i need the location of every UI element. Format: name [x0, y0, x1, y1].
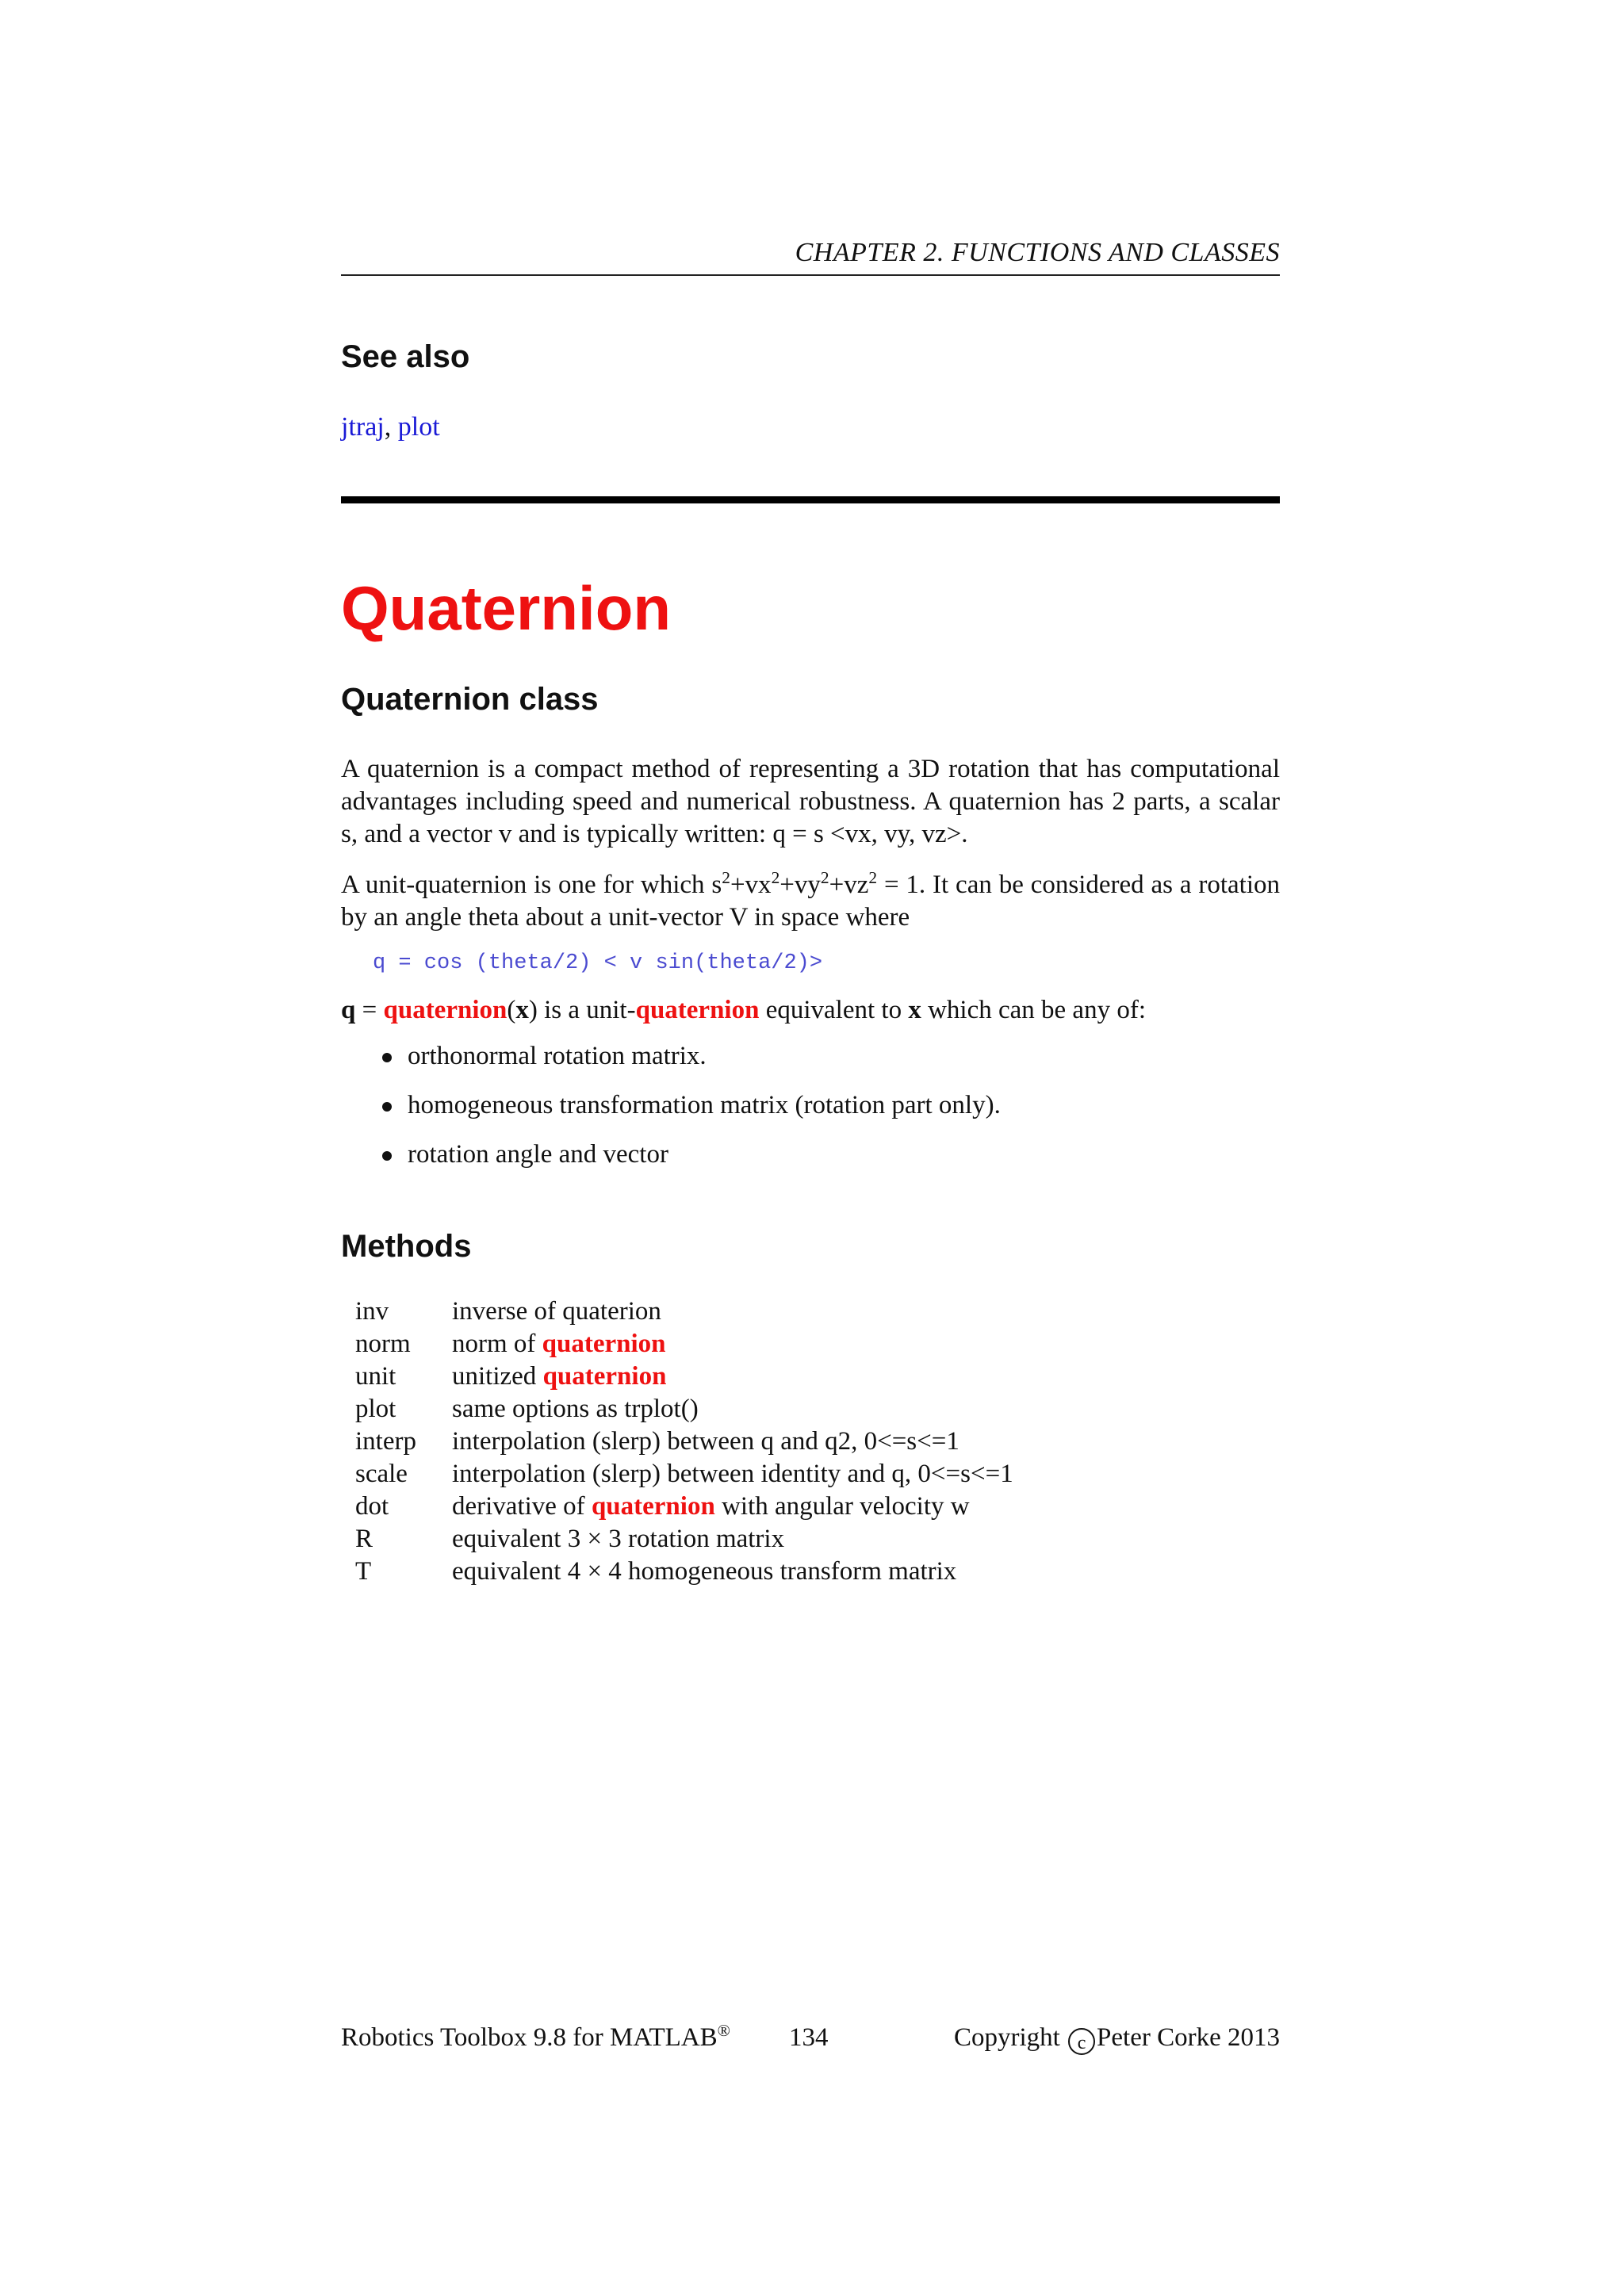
p3-eq: =: [355, 996, 384, 1024]
keyword-quaternion-fn: quaternion: [383, 996, 508, 1024]
keyword-quaternion: quaternion: [542, 1362, 667, 1391]
p2-text-e: = 1. It can be considered as a rotation by an angle theta about a unit-vector V in space where: [341, 871, 1280, 932]
code-example: q = cos (theta/2) < v sin(theta/2)>: [373, 951, 823, 975]
p3-end: which can be any of:: [921, 996, 1146, 1024]
method-desc: interpolation (slerp) between q and q2, 0<=s<=1: [452, 1427, 959, 1456]
list-item: rotation angle and vector: [341, 1138, 1001, 1188]
bullet-icon: [382, 1102, 392, 1112]
method-row-norm: [355, 1328, 1013, 1360]
list-item: orthonormal rotation matrix.: [341, 1040, 1001, 1089]
page-number: 134: [789, 2023, 829, 2052]
copyright-icon: c: [1068, 2028, 1095, 2055]
var-x: x: [515, 996, 529, 1024]
method-name: interp: [355, 1427, 416, 1456]
bullet-icon: [382, 1151, 392, 1161]
intro-paragraph: A quaternion is a compact method of representing a 3D rotation that has computational advantages including speed and numerical robustness. A quaternion has 2 parts, a scalar s, and a vector v and is typically written: q = s <vx, vy, vz>.: [341, 755, 1280, 848]
p2-text-a: A unit-quaternion is one for which s: [341, 871, 722, 899]
link-separator: ,: [384, 412, 398, 442]
p3-open: (: [507, 996, 516, 1024]
bullet-icon: [382, 1053, 392, 1062]
method-name: dot: [355, 1492, 389, 1521]
unit-quaternion-paragraph: [341, 869, 1280, 934]
p3-close: ) is a unit-: [528, 996, 636, 1024]
sup-vz: 2: [868, 868, 878, 887]
method-desc: same options as trplot(): [452, 1395, 699, 1423]
method-desc: equivalent 3 × 3 rotation matrix: [452, 1525, 785, 1553]
method-row-dot: [355, 1490, 1013, 1523]
keyword-quaternion: quaternion: [591, 1492, 715, 1521]
list-item: homogeneous transformation matrix (rotation part only).: [341, 1089, 1001, 1138]
section-title: Quaternion: [341, 573, 672, 643]
method-row-T: [355, 1556, 1013, 1588]
sup-vy: 2: [820, 868, 829, 887]
method-row-plot: [355, 1393, 1013, 1425]
constructor-paragraph: [341, 994, 1280, 1027]
method-name: R: [355, 1525, 373, 1553]
running-header: CHAPTER 2. FUNCTIONS AND CLASSES: [795, 238, 1280, 267]
method-desc: unitized quaternion: [452, 1362, 667, 1391]
p2-text-d: +vz: [829, 871, 869, 899]
keyword-quaternion: quaternion: [635, 996, 760, 1024]
method-desc: derivative of quaternion with angular velocity w: [452, 1492, 970, 1521]
link-plot[interactable]: plot: [397, 412, 440, 442]
methods-heading: Methods: [341, 1229, 472, 1264]
method-desc: norm of quaternion: [452, 1330, 666, 1358]
methods-table: [355, 1295, 1013, 1588]
sup-vx: 2: [771, 868, 780, 887]
method-row-unit: [355, 1360, 1013, 1393]
p2-text-b: +vx: [730, 871, 772, 899]
document-page: [341, 0, 1280, 2296]
input-types-list: [341, 1040, 1001, 1188]
method-row-inv: [355, 1295, 1013, 1328]
p3-mid: equivalent to: [759, 996, 909, 1024]
method-name: inv: [355, 1297, 389, 1326]
method-name: T: [355, 1557, 372, 1586]
keyword-quaternion: quaternion: [542, 1330, 666, 1358]
method-name: norm: [355, 1330, 411, 1358]
method-desc: inverse of quaterion: [452, 1297, 661, 1326]
method-name: scale: [355, 1460, 408, 1488]
footer-book-title: Robotics Toolbox 9.8 for MATLAB®: [341, 2021, 730, 2052]
class-subtitle: Quaternion class: [341, 682, 599, 717]
method-row-scale: [355, 1458, 1013, 1490]
var-x2: x: [908, 996, 921, 1024]
method-desc: interpolation (slerp) between identity and q, 0<=s<=1: [452, 1460, 1013, 1488]
method-name: plot: [355, 1395, 396, 1423]
method-row-interp: [355, 1425, 1013, 1458]
p2-text-c: +vy: [779, 871, 821, 899]
link-jtraj[interactable]: jtraj: [341, 412, 385, 442]
see-also-heading: See also: [341, 339, 470, 374]
method-row-R: [355, 1523, 1013, 1556]
var-q: q: [341, 996, 356, 1024]
section-divider: [341, 496, 1280, 503]
header-rule: [341, 274, 1280, 276]
method-name: unit: [355, 1362, 396, 1391]
method-desc: equivalent 4 × 4 homogeneous transform matrix: [452, 1557, 957, 1586]
see-also-links: [341, 412, 440, 442]
sup-s: 2: [722, 868, 730, 887]
registered-mark: ®: [717, 2021, 730, 2040]
footer-copyright: Copyright c Peter Corke 2013: [953, 2023, 1280, 2053]
